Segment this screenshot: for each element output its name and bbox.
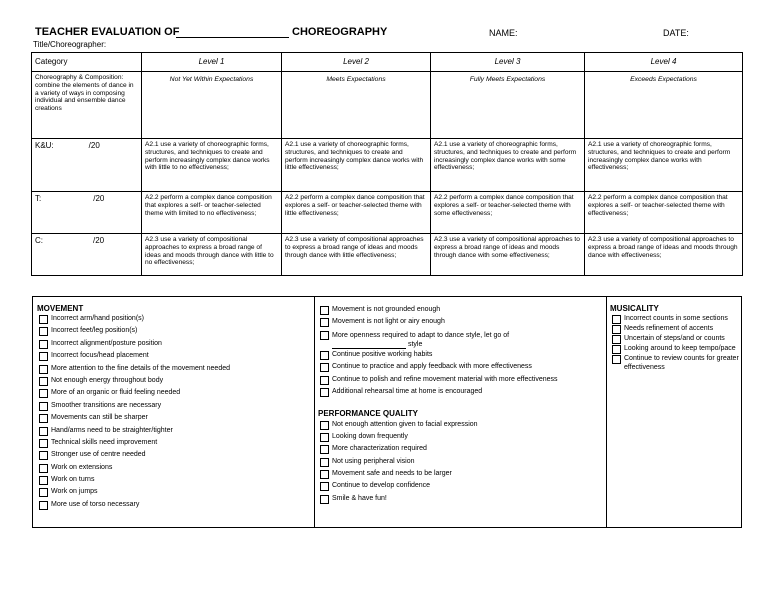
criterion-score: /20: [88, 141, 100, 150]
rubric-cell: A2.1 use a variety of choreographic forms, structures, and techniques to create and perform increasingly complex dance works with some effectiveness;: [431, 139, 585, 192]
checkbox[interactable]: [320, 445, 329, 454]
checkbox[interactable]: [612, 355, 621, 364]
checklist-item[interactable]: [39, 439, 314, 451]
header-category: Category: [32, 53, 142, 72]
performance-quality-list: [314, 421, 606, 508]
checkbox[interactable]: [320, 421, 329, 430]
checkbox[interactable]: [320, 376, 329, 385]
checkbox[interactable]: [39, 414, 48, 423]
checklist-item-label: Technical skills need improvement: [51, 438, 158, 446]
name-label: NAME:: [489, 28, 518, 38]
checklist-item[interactable]: [39, 451, 314, 463]
rubric-cell: A2.1 use a variety of choreographic forms, structures, and techniques to create and perform increasingly complex dance works with little to no effectiveness;: [142, 139, 282, 192]
checklist-item-openness[interactable]: [320, 331, 606, 349]
checkbox[interactable]: [320, 331, 329, 340]
checklist-item-label: Movement safe and needs to be larger: [332, 470, 452, 478]
checklist-item[interactable]: [39, 389, 314, 401]
checklist-item-label: Looking down frequently: [332, 432, 408, 440]
checkbox[interactable]: [320, 306, 329, 315]
checklist-item-label: Stronger use of centre needed: [51, 451, 146, 459]
checklist-item-label: Uncertain of steps/and or counts: [624, 335, 725, 342]
checkbox[interactable]: [612, 335, 621, 344]
checklist-item[interactable]: [39, 327, 314, 339]
criterion-ku: [32, 139, 142, 192]
criterion-t: [32, 192, 142, 234]
checklist-item[interactable]: [320, 470, 606, 482]
checklist-item-label: More use of torso necessary: [51, 500, 140, 508]
checklist-item-label: Incorrect feet/leg position(s): [51, 327, 138, 335]
checklist-item[interactable]: [39, 488, 314, 500]
checklist-item[interactable]: [612, 355, 741, 373]
checklist-item[interactable]: [320, 495, 606, 507]
checkbox[interactable]: [39, 439, 48, 448]
checklist-item-label: Looking around to keep tempo/pace: [624, 345, 736, 352]
criterion-label: C:: [35, 236, 43, 245]
checklist-item[interactable]: [320, 458, 606, 470]
checklist-item-label: Incorrect counts in some sections: [624, 315, 728, 322]
checklist-item-label: Continue to review counts for greater effectiveness: [624, 355, 739, 371]
criterion-score: /20: [93, 236, 105, 245]
checklist-item[interactable]: [320, 318, 606, 330]
checklist-item[interactable]: [39, 352, 314, 364]
criterion-label: T:: [35, 194, 42, 203]
checklist-item-label: Continue to develop confidence: [332, 482, 431, 490]
checklist-item-label: Movement is not grounded enough: [332, 306, 441, 313]
rubric-cell: A2.2 perform a complex dance composition that explores a self- or teacher-selected theme with some effectiveness;: [431, 192, 585, 234]
checkbox[interactable]: [39, 389, 48, 398]
checklist-item-label: Work on extensions: [51, 463, 113, 471]
checklist-item[interactable]: [320, 421, 606, 433]
checklist-item-label: Not enough energy throughout body: [51, 376, 164, 384]
checkbox[interactable]: [39, 402, 48, 411]
checkbox[interactable]: [39, 476, 48, 485]
rubric-cell: A2.1 use a variety of choreographic forms, structures, and techniques to create and perform increasingly complex dance works with little effectiveness;: [282, 139, 431, 192]
checklist-item-label: Incorrect arm/hand position(s): [51, 315, 144, 322]
movement-quality-list: [314, 306, 606, 331]
checkbox[interactable]: [320, 363, 329, 372]
movement-title: MOVEMENT: [37, 304, 84, 313]
checklist-item-label: Work on jumps: [51, 488, 98, 496]
choreography-heading: CHOREOGRAPHY: [292, 26, 388, 38]
title-choreographer-label: Title/Choreographer:: [33, 40, 107, 49]
checklist-item[interactable]: [39, 315, 314, 327]
checklist-item[interactable]: [39, 464, 314, 476]
checklist-item[interactable]: [320, 306, 606, 318]
checklist-item-label: Hand/arms need to be straighter/tighter: [51, 426, 173, 434]
checklist-item-label: Additional rehearsal time at home is encouraged: [332, 388, 483, 396]
checklist-item-label: More attention to the fine details of the movement needed: [51, 364, 231, 372]
criterion-score: /20: [93, 194, 105, 203]
checkbox[interactable]: [320, 458, 329, 467]
checklist-item-label: Movement is not light or airy enough: [332, 318, 445, 326]
rubric-cell: A2.3 use a variety of compositional approaches to express a broad range of ideas and moods through dance with effectiveness;: [585, 234, 743, 276]
checklist-item-label: Continue to polish and refine movement material with more effectiveness: [332, 375, 558, 383]
checkbox[interactable]: [320, 351, 329, 360]
checklist-item[interactable]: [39, 365, 314, 377]
checklist-item-label: Incorrect focus/head placement: [51, 352, 149, 360]
expectation-level-1: Not Yet Within Expectations: [142, 72, 282, 139]
musicality-column: [606, 297, 741, 527]
header-level-2: Level 2: [282, 53, 431, 72]
category-description: Choreography & Composition: combine the elements of dance in a variety of ways in composing individual and ensemble dance creations: [32, 72, 142, 139]
rubric-cell: A2.2 perform a complex dance composition that explores a self- or teacher-selected theme with limited to no effectiveness;: [142, 192, 282, 234]
checklist-item-label: Continue to practice and apply feedback with more effectiveness: [332, 363, 532, 371]
rubric-cell: A2.2 perform a complex dance composition that explores a self- or teacher-selected theme with effectiveness;: [585, 192, 743, 234]
checkbox[interactable]: [320, 470, 329, 479]
rubric-cell: A2.3 use a variety of compositional approaches to express a broad range of ideas and moods through dance with little effectiveness;: [282, 234, 431, 276]
checklist-item-label: Smoother transitions are necessary: [51, 401, 162, 409]
rubric-row-c: [32, 234, 743, 276]
checkbox[interactable]: [39, 377, 48, 386]
checkbox[interactable]: [320, 388, 329, 397]
checklist-item[interactable]: [612, 345, 741, 354]
checklist-item[interactable]: [320, 482, 606, 494]
rubric-row-ku: [32, 139, 743, 192]
title-blank-line: [176, 37, 289, 38]
checkbox[interactable]: [39, 327, 48, 336]
performance-quality-title: PERFORMANCE QUALITY: [318, 408, 418, 418]
feedback-checklist: [32, 296, 742, 528]
checklist-item[interactable]: [612, 315, 741, 324]
checkbox[interactable]: [39, 464, 48, 473]
checkbox[interactable]: [320, 318, 329, 327]
checkbox[interactable]: [39, 315, 48, 324]
rubric-description-row: [32, 72, 743, 139]
header-level-1: Level 1: [142, 53, 282, 72]
checklist-item-label: More characterization required: [332, 445, 427, 453]
rubric-header-row: [32, 53, 743, 72]
expectation-level-4: Exceeds Expectations: [585, 72, 743, 139]
rubric-table: [31, 52, 743, 276]
header-level-3: Level 3: [431, 53, 585, 72]
musicality-list: [606, 315, 741, 373]
checklist-item[interactable]: [320, 433, 606, 445]
openness-text: More openness required to adapt to dance style, let go of style: [332, 331, 510, 348]
checklist-item[interactable]: [612, 335, 741, 344]
checkbox[interactable]: [39, 451, 48, 460]
checkbox[interactable]: [39, 352, 48, 361]
checklist-item-label: Continue positive working habits: [332, 350, 433, 358]
checklist-item[interactable]: [320, 445, 606, 457]
checklist-item[interactable]: [39, 501, 314, 513]
checklist-item[interactable]: [39, 476, 314, 488]
criterion-c: [32, 234, 142, 276]
criterion-label: K&U:: [35, 141, 54, 150]
checklist-item[interactable]: [320, 351, 606, 363]
rubric-cell: A2.2 perform a complex dance composition that explores a self- or teacher-selected theme with little effectiveness;: [282, 192, 431, 234]
expectation-level-3: Fully Meets Expectations: [431, 72, 585, 139]
checkbox[interactable]: [39, 340, 48, 349]
checkbox[interactable]: [320, 495, 329, 504]
checklist-item-label: More of an organic or fluid feeling needed: [51, 389, 181, 397]
checklist-item-label: Smile & have fun!: [332, 494, 387, 502]
checklist-item[interactable]: [320, 376, 606, 388]
checklist-item-label: Incorrect alignment/posture position: [51, 339, 162, 347]
rubric-cell: A2.3 use a variety of compositional approaches to express a broad range of ideas and moods through dance with little to no effectiveness;: [142, 234, 282, 276]
checklist-item-label: Work on turns: [51, 476, 95, 484]
evaluation-title: TEACHER EVALUATION OF: [35, 26, 180, 38]
movement-column: [33, 297, 315, 527]
checkbox[interactable]: [320, 482, 329, 491]
checkbox[interactable]: [39, 501, 48, 510]
expectation-level-2: Meets Expectations: [282, 72, 431, 139]
checklist-item-label: Not using peripheral vision: [332, 457, 415, 465]
musicality-title: MUSICALITY: [610, 304, 659, 313]
checkbox[interactable]: [39, 365, 48, 374]
header-level-4: Level 4: [585, 53, 743, 72]
middle-column: [314, 297, 607, 527]
checklist-item[interactable]: [320, 388, 606, 400]
checklist-item[interactable]: [612, 325, 741, 334]
habits-list: [314, 351, 606, 401]
checkbox[interactable]: [39, 488, 48, 497]
checkbox[interactable]: [612, 345, 621, 354]
checkbox[interactable]: [39, 427, 48, 436]
checklist-item[interactable]: [39, 427, 314, 439]
checklist-item-label: Not enough attention given to facial expression: [332, 420, 478, 428]
checklist-item[interactable]: [39, 340, 314, 352]
checklist-item[interactable]: [39, 414, 314, 426]
openness-blank-line: [332, 341, 406, 349]
checkbox[interactable]: [320, 433, 329, 442]
checkbox[interactable]: [612, 315, 621, 324]
checklist-item-label: Movements can still be sharper: [51, 414, 148, 422]
rubric-cell: A2.3 use a variety of compositional approaches to express a broad range of ideas and moods through dance with some effectiveness;: [431, 234, 585, 276]
rubric-cell: A2.1 use a variety of choreographic forms, structures, and techniques to create and perform increasingly complex dance works with effectiveness;: [585, 139, 743, 192]
date-label: DATE:: [663, 28, 689, 38]
checklist-item[interactable]: [320, 363, 606, 375]
movement-list: [33, 315, 314, 513]
checklist-item[interactable]: [39, 377, 314, 389]
checklist-item[interactable]: [39, 402, 314, 414]
rubric-row-t: [32, 192, 743, 234]
checkbox[interactable]: [612, 325, 621, 334]
checklist-item-label: Needs refinement of accents: [624, 325, 714, 332]
